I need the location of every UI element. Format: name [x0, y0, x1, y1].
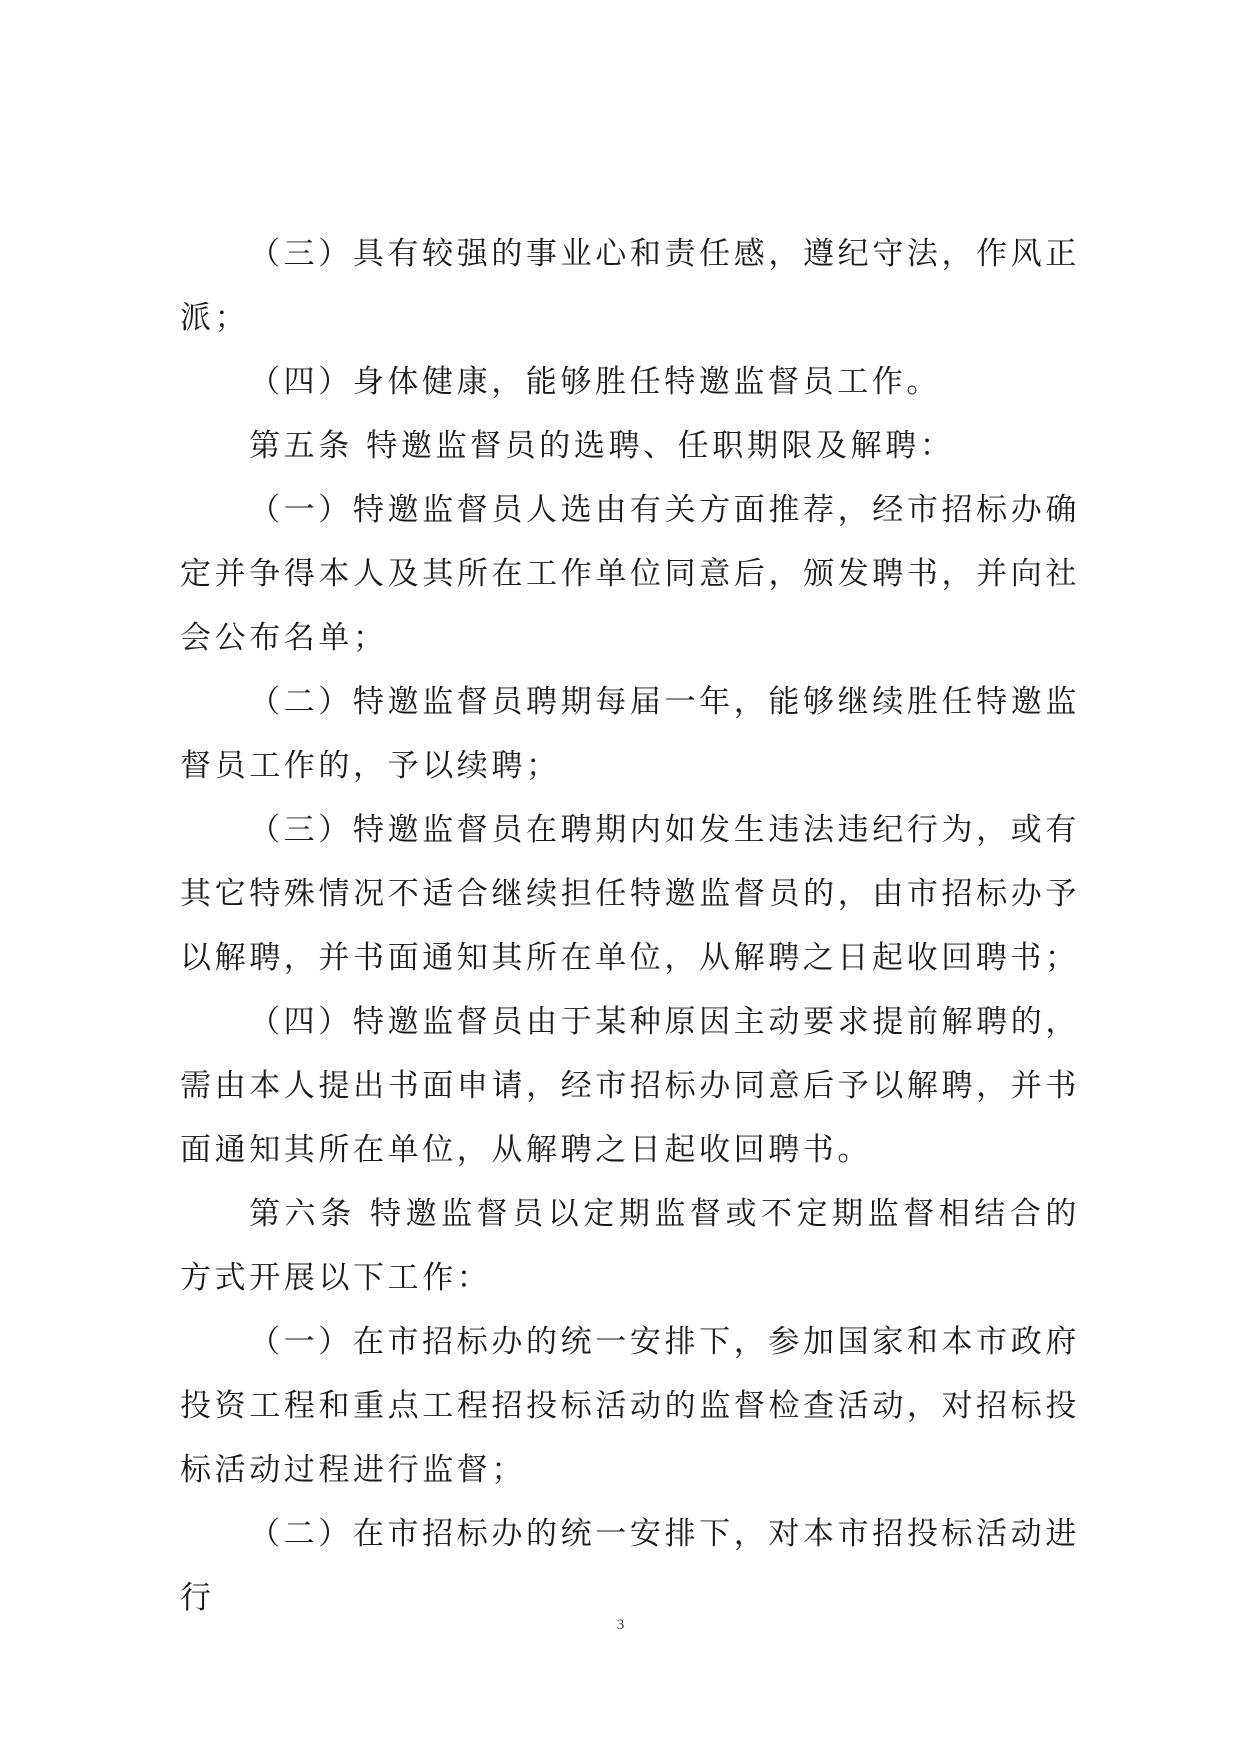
paragraph-clause-6-1: （一）在市招标办的统一安排下，参加国家和本市政府投资工程和重点工程招投标活动的监督检查活动，对招标投标活动过程进行监督； [180, 1324, 1080, 1488]
paragraph-clause-4-3: （三）具有较强的事业心和责任感，遵纪守法，作风正派； [180, 236, 1080, 336]
paragraph-clause-5-2: （二）特邀监督员聘期每届一年，能够继续胜任特邀监督员工作的，予以续聘； [180, 684, 1080, 784]
body-text [180, 222, 1080, 1630]
paragraph-clause-5-1: （一）特邀监督员人选由有关方面推荐，经市招标办确定并争得本人及其所在工作单位同意后，颁发聘书，并向社会公布名单； [180, 492, 1080, 656]
page-number: 3 [616, 1617, 625, 1633]
paragraph-clause-5-4: （四）特邀监督员由于某种原因主动要求提前解聘的，需由本人提出书面申请，经市招标办同意后予以解聘，并书面通知其所在单位，从解聘之日起收回聘书。 [180, 1004, 1080, 1168]
paragraph-clause-4-4: （四）身体健康，能够胜任特邀监督员工作。 [249, 364, 941, 400]
paragraph-clause-6-2: （二）在市招标办的统一安排下，对本市招投标活动进行 [180, 1516, 1080, 1616]
paragraph-clause-5-3: （三）特邀监督员在聘期内如发生违法违纪行为，或有其它特殊情况不适合继续担任特邀监督员的，由市招标办予以解聘，并书面通知其所在单位，从解聘之日起收回聘书； [180, 812, 1080, 976]
paragraph-article-6: 第六条 特邀监督员以定期监督或不定期监督相结合的方式开展以下工作： [180, 1196, 1080, 1296]
paragraph-article-5: 第五条 特邀监督员的选聘、任职期限及解聘： [249, 428, 955, 464]
